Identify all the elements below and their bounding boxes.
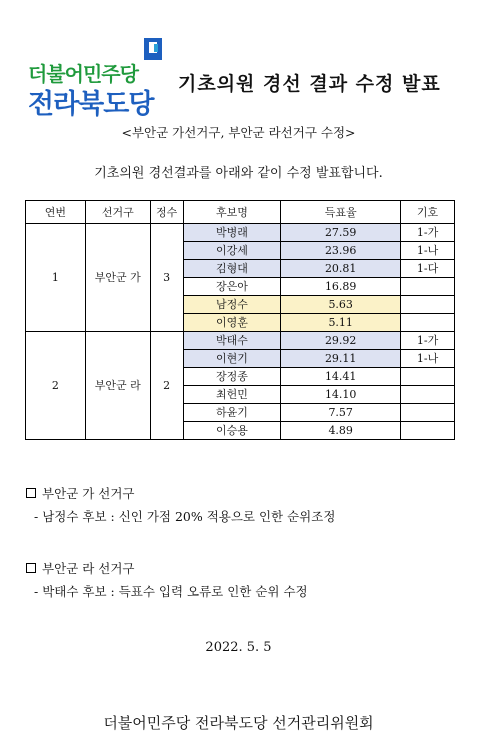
vote-pct-cell: 23.96 [281, 242, 401, 260]
code-cell: 1-나 [401, 350, 455, 368]
logo-line1: 더불어민주당 [28, 62, 138, 86]
note-body: - 박태수 후보 : 득표수 입력 오류로 인한 순위 수정 [34, 584, 308, 599]
seats-cell: 2 [150, 332, 183, 440]
table-header-row [26, 201, 455, 224]
header-code: 기호 [401, 201, 455, 224]
table-row [26, 332, 455, 350]
vote-pct-cell: 20.81 [281, 260, 401, 278]
code-cell [401, 386, 455, 404]
note-heading: 부안군 가 선거구 [42, 486, 135, 501]
candidate-name-cell: 박병래 [183, 224, 281, 242]
header-district: 선거구 [85, 201, 150, 224]
code-cell [401, 296, 455, 314]
flag-icon [141, 36, 167, 62]
vote-pct-cell: 4.89 [281, 422, 401, 440]
header-no: 연번 [26, 201, 86, 224]
candidate-name-cell: 이강세 [183, 242, 281, 260]
district-cell: 부안군 가 [85, 224, 150, 332]
page-title: 기초의원 경선 결과 수정 발표 [178, 73, 441, 95]
page-subtitle: <부안군 가선거구, 부안군 라선거구 수정> [121, 125, 356, 140]
header-vote-pct: 득표율 [281, 201, 401, 224]
candidate-name-cell: 하윤기 [183, 404, 281, 422]
code-cell [401, 422, 455, 440]
results-table [25, 200, 455, 440]
footer-issuer: 더불어민주당 전라북도당 선거관리위원회 [103, 714, 374, 732]
code-cell [401, 404, 455, 422]
vote-pct-cell: 16.89 [281, 278, 401, 296]
vote-pct-cell: 27.59 [281, 224, 401, 242]
seats-cell: 3 [150, 224, 183, 332]
vote-pct-cell: 14.10 [281, 386, 401, 404]
candidate-name-cell: 장은아 [183, 278, 281, 296]
note-item [26, 484, 335, 525]
vote-pct-cell: 7.57 [281, 404, 401, 422]
row-number-cell: 1 [26, 224, 86, 332]
vote-pct-cell: 5.63 [281, 296, 401, 314]
row-number-cell: 2 [26, 332, 86, 440]
candidate-name-cell: 장정종 [183, 368, 281, 386]
candidate-name-cell: 이현기 [183, 350, 281, 368]
table-row [26, 224, 455, 242]
candidate-name-cell: 이승용 [183, 422, 281, 440]
candidate-name-cell: 김형대 [183, 260, 281, 278]
vote-pct-cell: 29.11 [281, 350, 401, 368]
vote-pct-cell: 14.41 [281, 368, 401, 386]
note-body: - 남정수 후보 : 신인 가점 20% 적용으로 인한 순위조정 [34, 509, 336, 524]
intro-text: 기초의원 경선결과를 아래와 같이 수정 발표합니다. [94, 166, 383, 181]
checkbox-icon [26, 488, 36, 498]
code-cell: 1-가 [401, 332, 455, 350]
logo-line2: 전라북도당 [28, 89, 154, 120]
announcement-date: 2022. 5. 5 [205, 640, 272, 655]
header-candidate: 후보명 [183, 201, 281, 224]
note-item [26, 559, 335, 600]
code-cell [401, 368, 455, 386]
code-cell [401, 278, 455, 296]
code-cell [401, 314, 455, 332]
header-seats: 정수 [150, 201, 183, 224]
candidate-name-cell: 최헌민 [183, 386, 281, 404]
code-cell: 1-가 [401, 224, 455, 242]
notes-section [26, 484, 335, 634]
candidate-name-cell: 박태수 [183, 332, 281, 350]
candidate-name-cell: 이영훈 [183, 314, 281, 332]
district-cell: 부안군 라 [85, 332, 150, 440]
code-cell: 1-나 [401, 242, 455, 260]
candidate-name-cell: 남정수 [183, 296, 281, 314]
vote-pct-cell: 29.92 [281, 332, 401, 350]
note-heading: 부안군 라 선거구 [42, 561, 135, 576]
code-cell: 1-다 [401, 260, 455, 278]
party-logo [28, 36, 178, 120]
vote-pct-cell: 5.11 [281, 314, 401, 332]
checkbox-icon [26, 563, 36, 573]
